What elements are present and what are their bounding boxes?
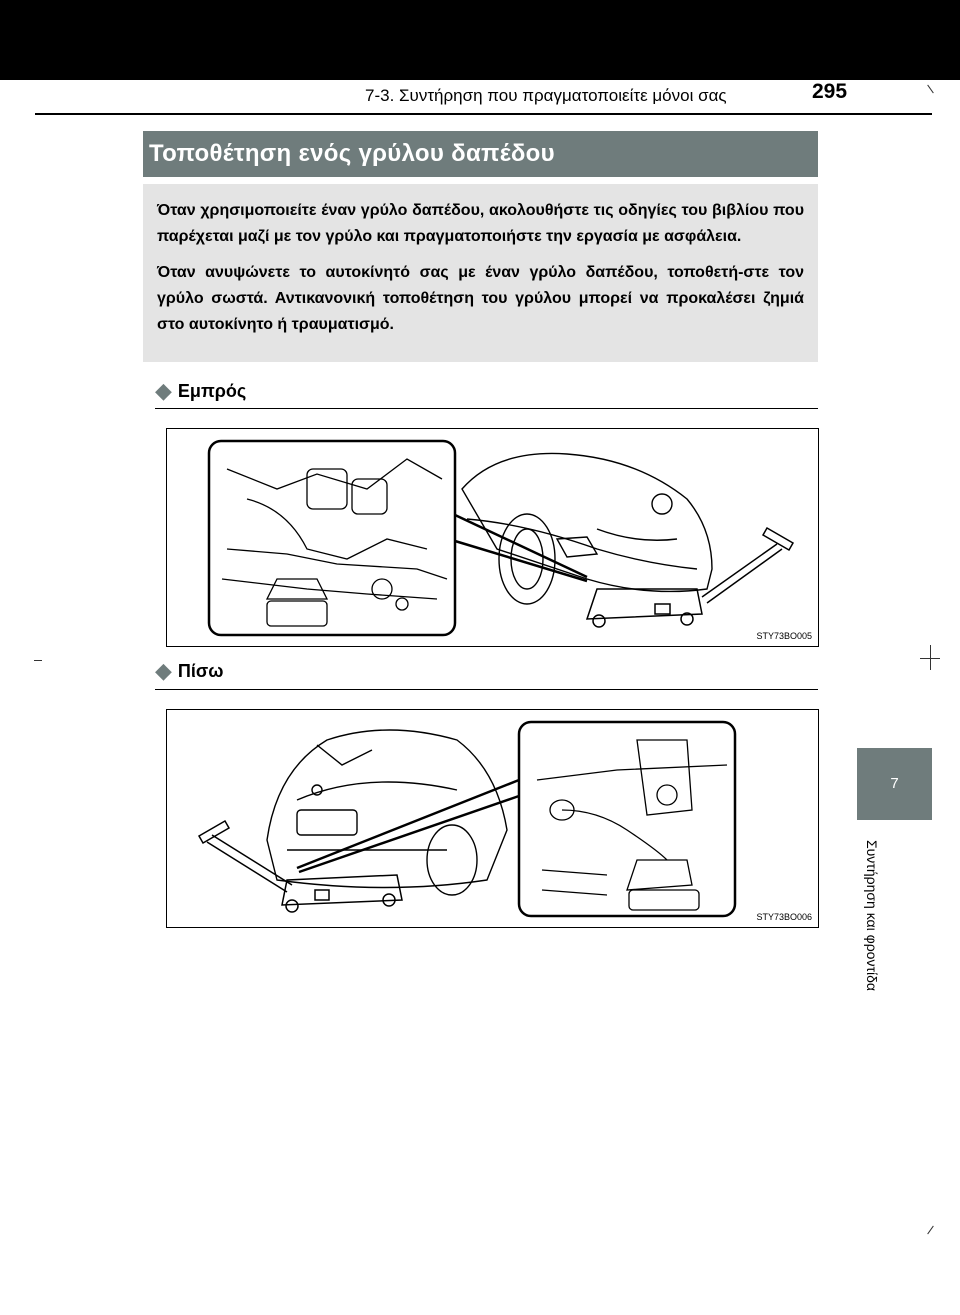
rear-heading <box>155 660 223 682</box>
chapter-tab: 7 <box>857 748 932 820</box>
notice-box <box>143 184 818 362</box>
header-divider <box>35 113 932 115</box>
diamond-icon: ◆ <box>155 658 172 683</box>
page-title: Τοποθέτηση ενός γρύλου δαπέδου <box>143 131 818 177</box>
front-figure-code: STY73BO005 <box>756 631 812 641</box>
notice-paragraph-2: Όταν ανυψώνετε το αυτοκίνητό σας με έναν γρύλο δαπέδου, τοποθετή-στε τον γρύλο σωστά. Αντικανονική τοποθέτηση του γρύλου μπορεί να προκαλέσει ζημιά στο αυτοκίνητο ή τραυματισμό. <box>157 264 804 333</box>
rear-jack-illustration <box>167 710 818 927</box>
top-black-bar <box>0 0 960 80</box>
rear-heading-label: Πίσω <box>177 660 224 681</box>
chapter-title: Συντήρηση και φροντίδα <box>864 840 880 991</box>
crop-mark <box>927 85 934 94</box>
front-jack-illustration <box>167 429 818 646</box>
crop-mark <box>930 645 931 670</box>
crop-mark <box>34 660 42 661</box>
page-number: 295 <box>812 80 848 103</box>
front-heading <box>155 380 246 402</box>
notice-paragraph-1: Όταν χρησιμοποιείτε έναν γρύλο δαπέδου, ακολουθήστε τις οδηγίες του βιβλίου που παρέχεται μαζί με τον γρύλο και πραγματοποιήστε την εργασία με ασφάλεια. <box>157 202 804 245</box>
rear-heading-divider <box>155 689 818 690</box>
diamond-icon: ◆ <box>155 378 172 403</box>
front-jack-figure <box>166 428 819 647</box>
front-heading-divider <box>155 408 818 409</box>
crop-mark <box>927 1226 934 1235</box>
rear-figure-code: STY73BO006 <box>756 912 812 922</box>
front-heading-label: Εμπρός <box>177 380 247 401</box>
rear-jack-figure <box>166 709 819 928</box>
section-title: 7-3. Συντήρηση που πραγματοποιείτε μόνοι σας <box>365 86 727 105</box>
